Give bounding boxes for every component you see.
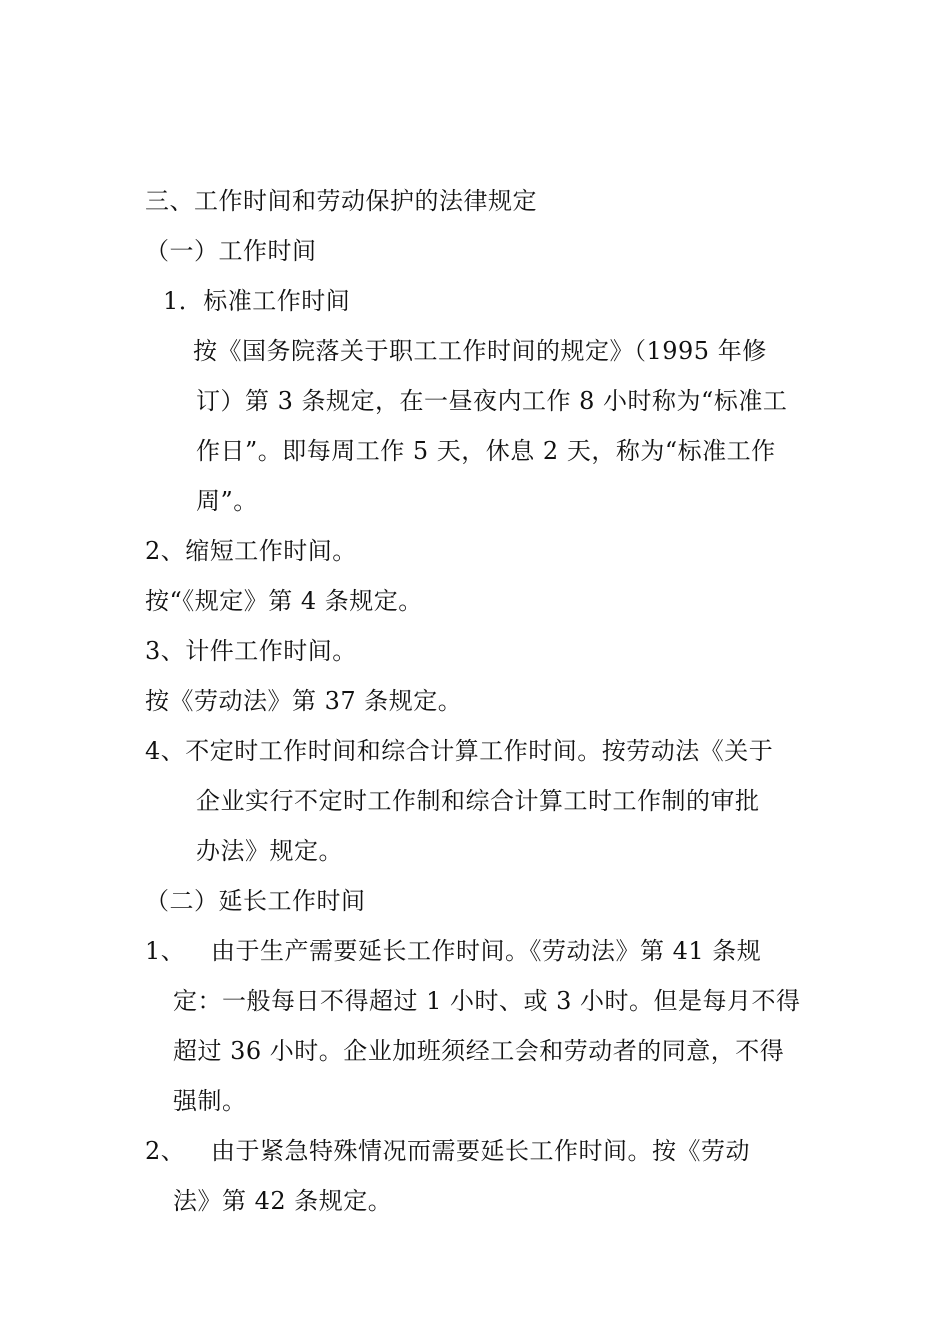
list-number: 2、: [145, 1137, 186, 1165]
paragraph-line: 周”。: [196, 487, 258, 515]
paragraph-line: 定：一般每日不得超过 1 小时、或 3 小时。但是每月不得: [173, 987, 801, 1015]
paragraph-line: 按《劳动法》第 37 条规定。: [145, 687, 463, 715]
paragraph-line: 办法》规定。: [196, 837, 343, 865]
paragraph-line: 强制。: [173, 1087, 247, 1115]
paragraph-line: 法》第 42 条规定。: [173, 1187, 393, 1215]
subsection-heading-overtime: （二）延长工作时间: [145, 887, 366, 915]
item-heading-standard-time: 1．标准工作时间: [163, 287, 351, 315]
paragraph-line: 作日”。即每周工作 5 天，休息 2 天，称为“标准工作: [196, 437, 776, 465]
paragraph-line: 按《国务院落关于职工工作时间的规定》（1995 年修: [193, 337, 767, 365]
list-item-overtime-1: [145, 936, 761, 966]
paragraph-line: 4、不定时工作时间和综合计算工作时间。按劳动法《关于: [145, 737, 774, 765]
paragraph-line: 由于紧急特殊情况而需要延长工作时间。按《劳动: [211, 1137, 750, 1165]
paragraph-line: 超过 36 小时。企业加班须经工会和劳动者的同意，不得: [173, 1037, 785, 1065]
item-heading-shortened-time: 2、缩短工作时间。: [145, 537, 357, 565]
section-heading: 三、工作时间和劳动保护的法律规定: [145, 187, 537, 215]
paragraph-line: 按“《规定》第 4 条规定。: [145, 587, 423, 615]
paragraph-line: 订）第 3 条规定，在一昼夜内工作 8 小时称为“标准工: [196, 387, 788, 415]
subsection-heading-work-time: （一）工作时间: [145, 237, 317, 265]
paragraph-line: 企业实行不定时工作制和综合计算工时工作制的审批: [196, 787, 760, 815]
item-heading-piecework-time: 3、计件工作时间。: [145, 637, 357, 665]
list-item-overtime-2: [145, 1136, 750, 1166]
list-number: 1、: [145, 937, 186, 965]
paragraph-line: 由于生产需要延长工作时间。《劳动法》第 41 条规: [211, 937, 762, 965]
